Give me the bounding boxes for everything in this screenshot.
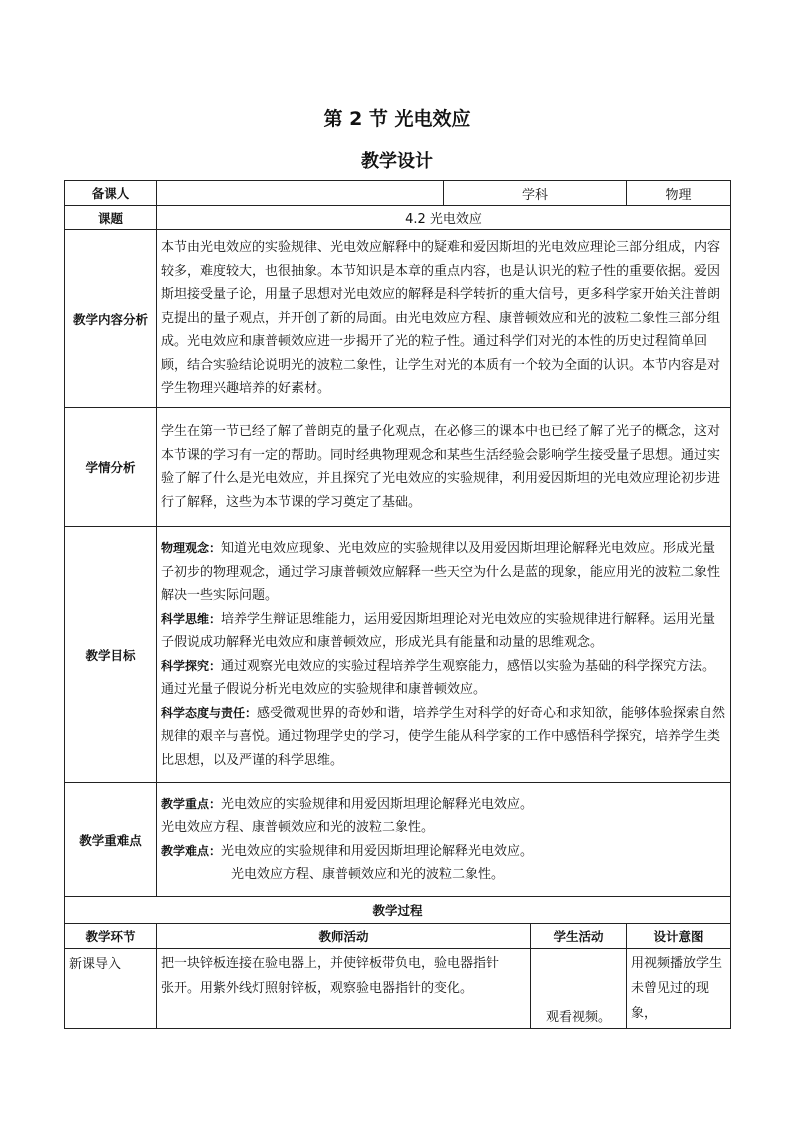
objective-text: 感受微观世界的奇妙和谐，培养学生对科学的好奇心和求知欲，能够体验探索自然规律的艰辛与喜悦。通过物理学史的学习，使学生能从科学家的工作中感悟科学探究，培养学生类比思想，以及严谨的科学思维。 (161, 705, 726, 768)
student-cell: 观看视频。 (531, 949, 627, 1029)
student-analysis-row (65, 408, 731, 527)
objective-text: 培养学生辩证思维能力，运用爱因斯坦理论对光电效应的实验规律进行解释。运用光量子假说成功解释光电效应和康普顿效应，形成光具有能量和动量的思维观念。 (161, 611, 716, 650)
col-intent: 设计意图 (627, 924, 731, 949)
teacher-line: 张开。用紫外线灯照射锌板，观察验电器指针的变化。 (161, 981, 474, 996)
page-title: 第 2 节 光电效应 (323, 108, 471, 130)
intent-line: 未曾见过的现象， (631, 981, 710, 1021)
col-teacher: 教师活动 (157, 924, 531, 949)
col-student: 学生活动 (531, 924, 627, 949)
objective-item (161, 537, 726, 608)
objective-head: 科学探究： (161, 658, 222, 673)
teacher-cell (157, 949, 531, 1029)
objective-head: 物理观念： (161, 541, 222, 555)
lesson-plan-table (64, 180, 731, 1029)
focus-line: 光电效应方程、康普顿效应和光的波粒二象性。 (161, 820, 435, 835)
objectives-list (157, 527, 731, 783)
intent-line: 用视频播放学生 (631, 956, 723, 971)
process-header-row (65, 924, 731, 949)
difficulty-line: 光电效应的实验规律和用爱因斯坦理论解释光电效应。 (221, 843, 534, 859)
intent-cell (627, 949, 731, 1029)
topic-row (65, 206, 731, 230)
content-analysis-text: 本节由光电效应的实验规律、光电效应解释中的疑难和爱因斯坦的光电效应理论三部分组成，内容较多，难度较大，也很抽象。本节知识是本章的重点内容，也是认识光的粒子性的重要依据。爱因斯坦接受量子论，用量子思想对光电效应的解释是科学转折的重大信号，更多科学家开始关注普朗克提出的量子观点，并开创了新的局面。由光电效应方程、康普顿效应和光的波粒二象性三部分组成。光电效应和康普顿效应进一步揭开了光的粒子性。通过科学们对光的本性的历史过程简单回顾，结合实验结论说明光的波粒二象性，让学生对光的本质有一个较为全面的认识。本节内容是对学生物理兴趣培养的好素材。 (157, 230, 731, 408)
subject-label: 学科 (444, 181, 627, 206)
objective-item (161, 702, 726, 773)
content-analysis-row (65, 230, 731, 408)
key-points-text (157, 783, 731, 897)
info-row (65, 181, 731, 206)
focus-head: 教学重点： (161, 796, 222, 811)
objective-text: 知道光电效应现象、光电效应的实验规律以及用爱因斯坦理论解释光电效应。形成光量子初步的物理观念，通过学习康普顿效应解释一些天空为什么是蓝的现象，能应用光的波粒二象性解决一些实际问题。 (161, 541, 721, 603)
subject-value: 物理 (627, 181, 731, 206)
teacher-line: 把一块锌板连接在验电器上，并使锌板带负电，验电器指针 (161, 956, 500, 971)
key-points-label: 教学重难点 (65, 783, 157, 897)
student-analysis-label: 学情分析 (65, 408, 157, 527)
objective-text: 通过观察光电效应的实验过程培养学生观察能力，感悟以实验为基础的科学探究方法。通过光量子假说分析光电效应的实验规律和康普顿效应。 (161, 658, 716, 697)
difficulty-head: 教学难点： (161, 843, 222, 858)
difficulty-line: 光电效应方程、康普顿效应和光的波粒二象性。 (231, 867, 505, 882)
objectives-row (65, 527, 731, 783)
preparer-value (157, 181, 444, 206)
objective-item (161, 608, 726, 655)
col-stage: 教学环节 (65, 924, 157, 949)
process-title-row (65, 897, 731, 924)
topic-label: 课题 (65, 206, 157, 230)
stage-cell: 新课导入 (65, 949, 157, 1029)
focus-line: 光电效应的实验规律和用爱因斯坦理论解释光电效应。 (221, 796, 534, 812)
process-row (65, 949, 731, 1029)
objective-head: 科学态度与责任： (161, 705, 258, 720)
objective-item (161, 655, 726, 702)
content-analysis-label: 教学内容分析 (65, 230, 157, 408)
objective-head: 科学思维： (161, 611, 222, 626)
objectives-label: 教学目标 (65, 527, 157, 783)
topic-value: 4.2 光电效应 (157, 206, 731, 230)
process-title: 教学过程 (65, 897, 731, 924)
page-subtitle: 教学设计 (361, 151, 433, 172)
student-analysis-text: 学生在第一节已经了解了普朗克的量子化观点，在必修三的课本中也已经了解了光子的概念，这对本节课的学习有一定的帮助。同时经典物理观念和某些生活经验会影响学生接受量子思想。通过实验了解了什么是光电效应，并且探究了光电效应的实验规律，利用爱因斯坦的光电效应理论初步进行了解释，这些为本节课的学习奠定了基础。 (157, 408, 731, 527)
key-points-row (65, 783, 731, 897)
preparer-label: 备课人 (65, 181, 157, 206)
